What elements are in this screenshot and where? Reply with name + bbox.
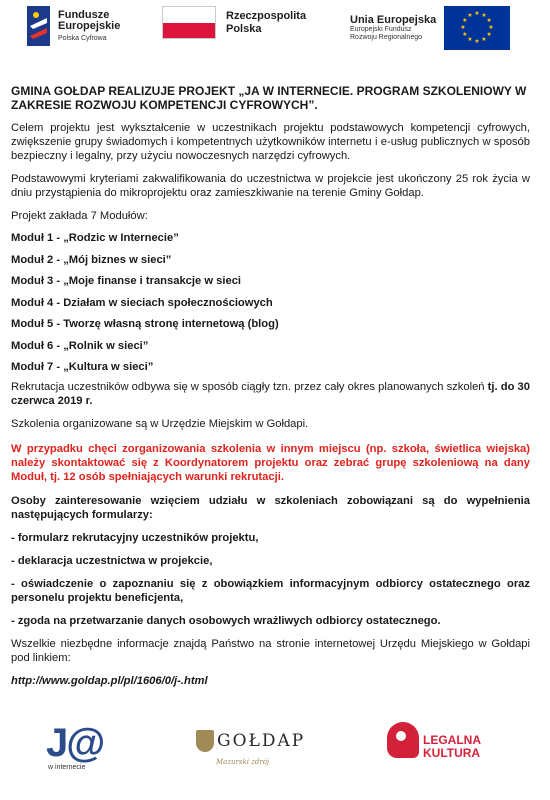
form-item: - oświadczenie o zapoznaniu się z obowiązkiem informacyjnym odbiorcy ostatecznego oraz personelu projektu beneficjenta, — [11, 578, 530, 604]
goldap-shield-icon — [196, 730, 214, 752]
article-title: GMINA GOŁDAP REALIZUJE PROJEKT „JA W INTERNECIE. PROGRAM SZKOLENIOWY W ZAKRESIE ROZWOJU KOMPETENCJI CYFROWYCH”. — [11, 84, 527, 112]
fe-line3: Polska Cyfrowa — [58, 34, 107, 42]
rp-line1: Rzeczpospolita — [226, 10, 307, 23]
module-item: Moduł 4 - Działam w sieciach społecznościowych — [11, 296, 273, 309]
legalna-line2: KULTURA — [423, 746, 481, 760]
footer-logos — [0, 716, 550, 800]
legalna-line1: LEGALNA — [423, 733, 481, 747]
eu-star-icon: ★ — [474, 39, 480, 45]
fe-line2: Europejskie — [58, 20, 121, 33]
goldap-script: Mazurski zdrój — [216, 758, 270, 766]
eu-star-icon: ★ — [467, 12, 473, 19]
legalna-kultura-logo — [387, 722, 481, 760]
form-item: - formularz rekrutacyjny uczestników projektu, — [11, 532, 259, 544]
eu-star-icon: ★ — [481, 37, 487, 44]
ue-line3: Rozwoju Regionalnego — [350, 34, 422, 42]
goldap-link[interactable]: http://www.goldap.pl/pl/1606/0/j-.html — [11, 675, 208, 687]
modules-intro: Projekt zakłada 7 Modułów: — [11, 210, 148, 222]
rp-line2: Polska — [226, 22, 262, 35]
module-item: Moduł 5 - Tworzę własną stronę internetową (blog) — [11, 318, 279, 330]
eu-star-icon: ★ — [467, 37, 473, 44]
paragraph-criteria: Podstawowymi kryteriami zakwalifikowania do uczestnictwa w projekcie jest ukończony 25 rok życia w dniu przystąpienia do mikroprojektu oraz zamieszkiwanie na terenie Gminy Gołdap. — [11, 173, 530, 199]
fundusze-europejskie-logo — [27, 6, 120, 46]
head-heart-icon — [387, 722, 419, 758]
eu-star-icon: ★ — [460, 25, 466, 31]
polish-flag-icon — [162, 6, 216, 39]
info-text: Wszelkie niezbędne informacje znajdą Państwo na stronie internetowej Urzędu Miejskiego w Gołdapi pod linkiem: — [11, 638, 530, 664]
ue-line2: Europejski Fundusz — [350, 26, 412, 34]
eu-star-icon: ★ — [486, 32, 492, 38]
module-item: Moduł 6 - „Rolnik w sieci” — [11, 339, 149, 352]
ja-w-internecie-logo — [46, 722, 106, 771]
eu-flag-icon — [444, 6, 510, 50]
unia-europejska-logo — [350, 6, 510, 50]
module-item: Moduł 1 - „Rodzic w Internecie” — [11, 232, 179, 244]
ue-line1: Unia Europejska — [350, 14, 437, 27]
recruitment-info — [11, 380, 530, 408]
red-notice: W przypadku chęci zorganizowania szkolenia w innym miejscu (np. szkoła, świetlica wiejska) należy skontaktować się z Koordynatorem projektu oraz zebrać grupę szkoleniową na dany Moduł, tj. 12 osób spełniających warunki rekrutacji. — [11, 443, 530, 483]
eu-star-icon: ★ — [474, 11, 480, 17]
eu-star-icon: ★ — [488, 25, 494, 31]
fe-line1: Fundusze — [58, 8, 110, 21]
training-place: Szkolenia organizowane są w Urzędzie Miejskim w Gołdapi. — [11, 418, 309, 430]
recruitment-deadline: tj. do 30 czerwca 2019 r. — [11, 381, 530, 407]
article-body — [11, 84, 530, 688]
eu-star-icon: ★ — [486, 18, 492, 24]
recruitment-text: Rekrutacja uczestników odbywa się w sposób ciągły tzn. przez cały okres planowanych szkoleń — [11, 381, 485, 393]
eu-star-icon: ★ — [481, 12, 487, 19]
module-item: Moduł 3 - „Moje finanse i transakcje w sieci — [11, 275, 242, 287]
forms-intro: Osoby zainteresowanie wzięciem udziału w szkoleniach zobowiązani są do wypełnienia następujących formularzy: — [11, 495, 530, 521]
module-item: Moduł 7 - „Kultura w sieci” — [11, 361, 154, 373]
eu-star-icon: ★ — [462, 32, 468, 38]
header-logos — [0, 0, 550, 68]
rzeczpospolita-polska-logo — [162, 6, 306, 39]
eu-star-icon: ★ — [462, 18, 468, 24]
form-item: - deklaracja uczestnictwa w projekcie, — [11, 555, 213, 567]
ja-subtitle: w internecie — [48, 764, 86, 771]
ja-mark: J@ — [46, 721, 104, 765]
form-item: - zgoda na przetwarzanie danych osobowych wrażliwych odbiorcy ostatecznego. — [11, 615, 441, 627]
paragraph-goal: Celem projektu jest wykształcenie w uczestnikach projektu podstawowych kompetencji cyfrowych, zwiększenie grupy świadomych i kompetentnych użytkowników internetu i e-usług publicznych w sposób bezpieczny i legalny, przy użyciu nowoczesnych narzędzi cyfrowych. — [11, 122, 530, 162]
module-item: Moduł 2 - „Mój biznes w sieci” — [11, 253, 172, 266]
fundusze-europejskie-mark-icon — [27, 6, 50, 46]
goldap-name: GOŁDAP — [217, 731, 306, 751]
goldap-logo — [196, 730, 306, 766]
